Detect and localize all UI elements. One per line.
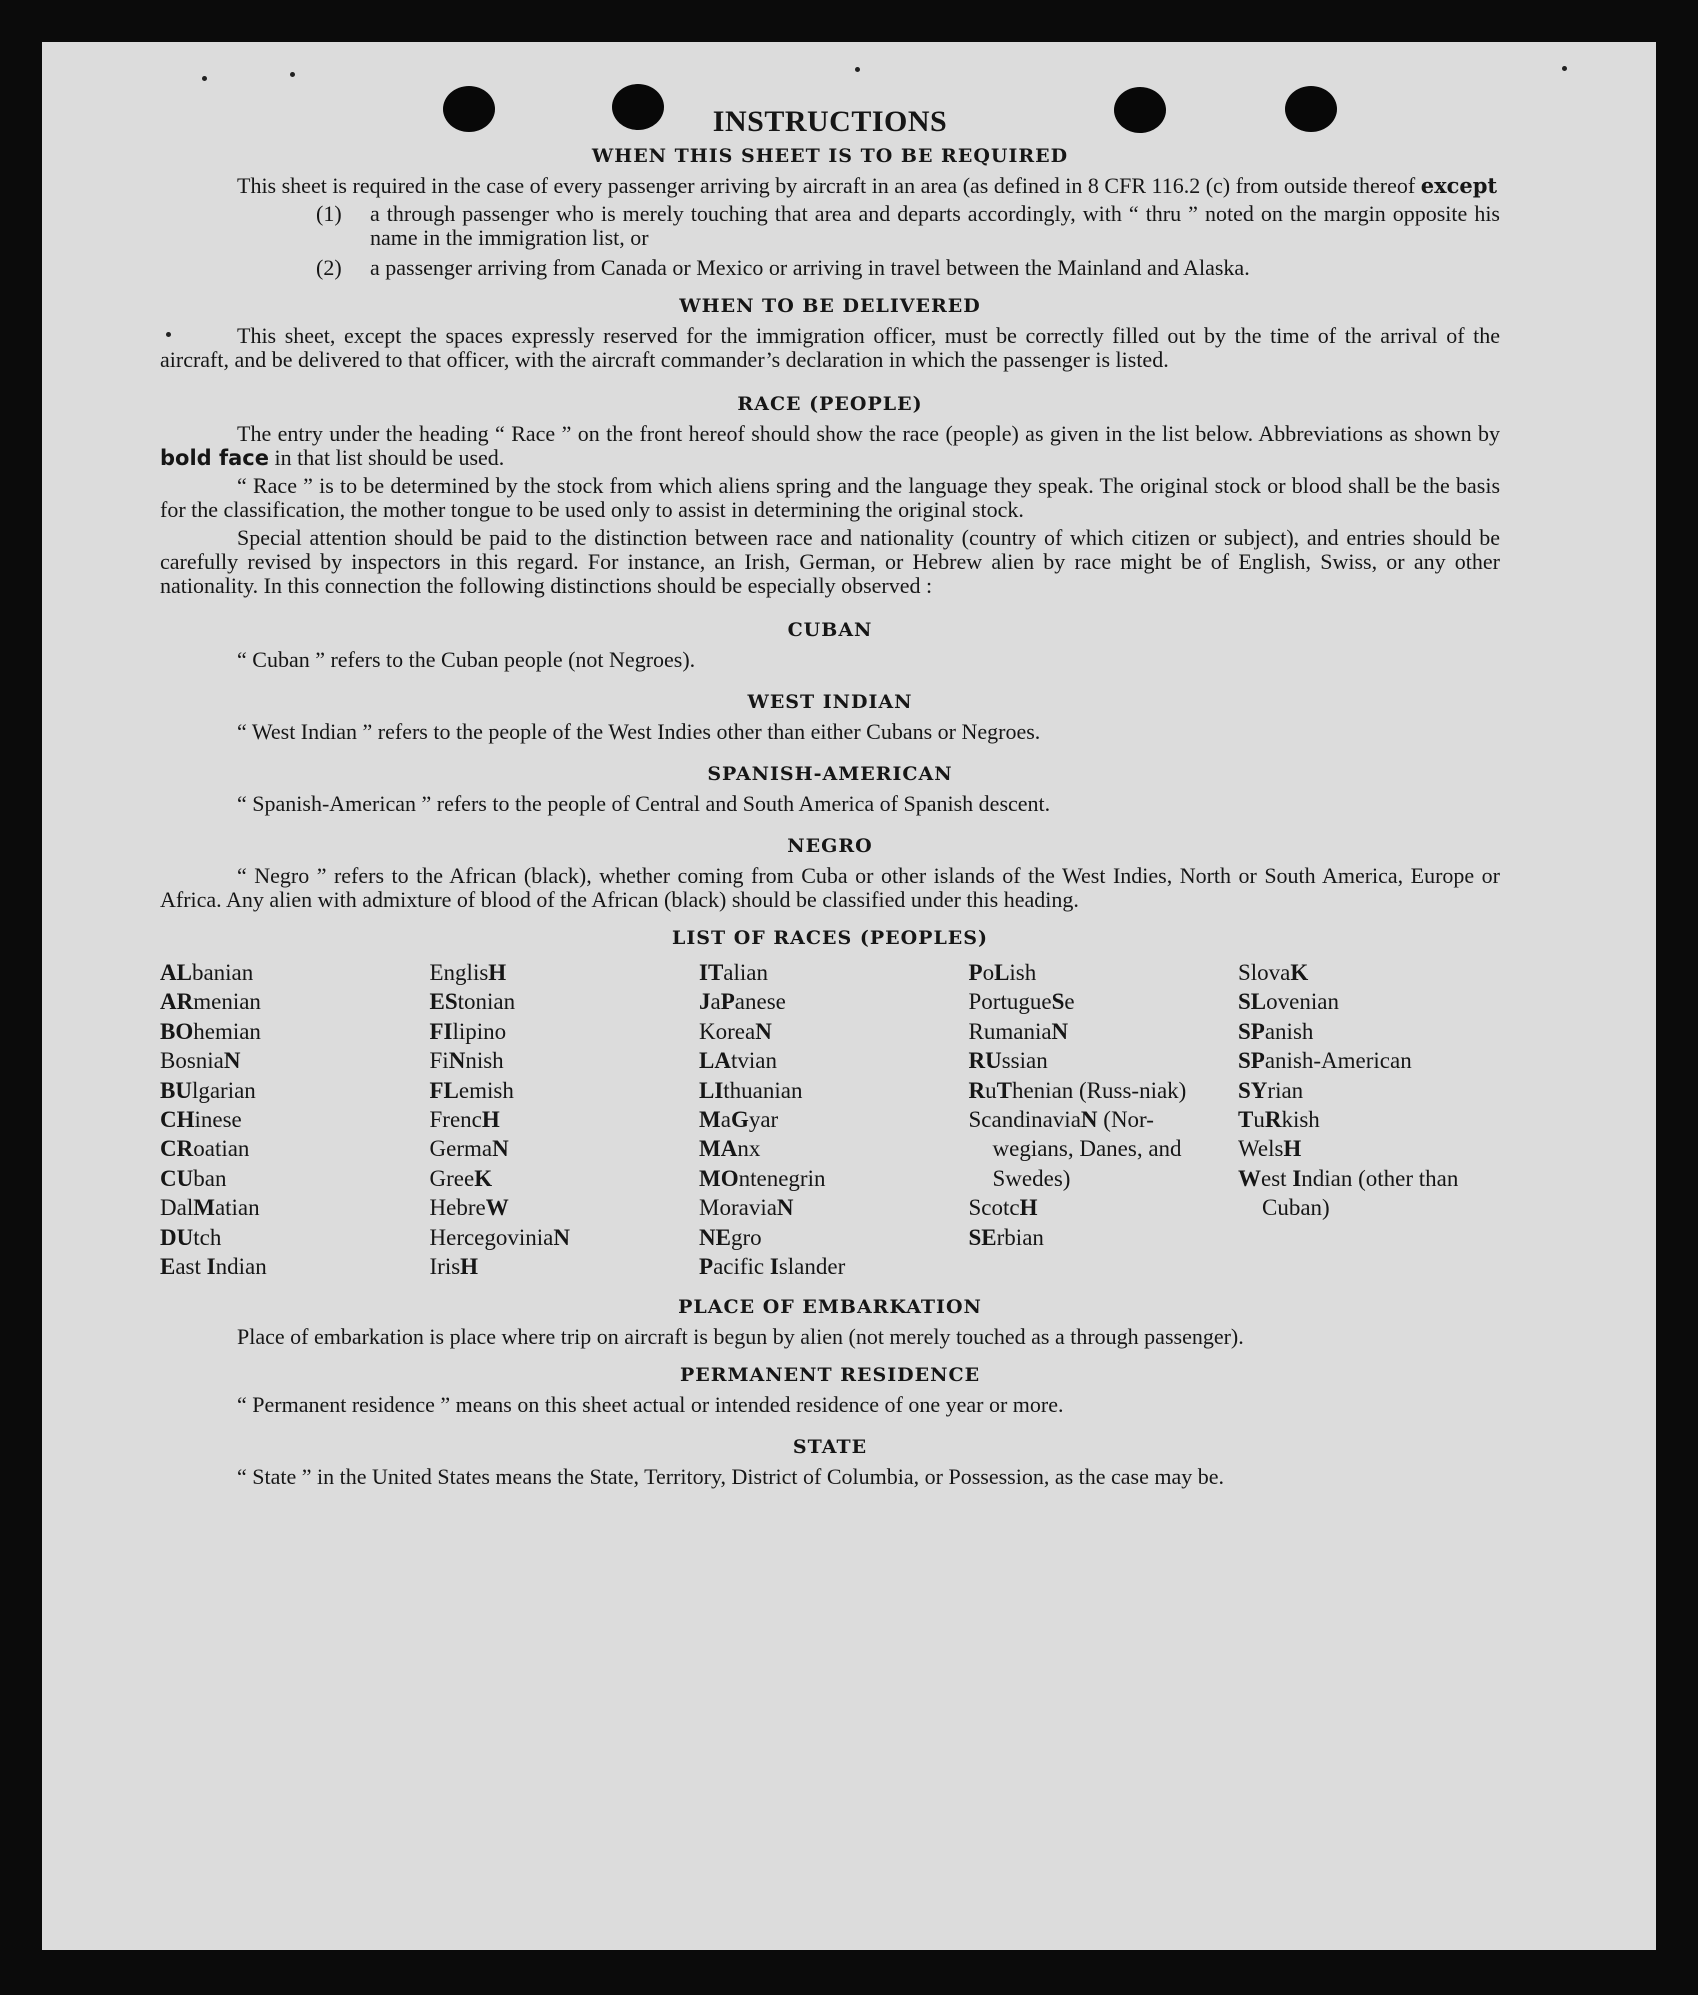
races-list xyxy=(160,958,1500,1281)
race-entry: FrencH xyxy=(429,1107,500,1133)
race-entry: LAtvian xyxy=(699,1048,777,1074)
section-heading: PLACE OF EMBARKATION xyxy=(678,1296,982,1319)
races-column xyxy=(1238,958,1500,1281)
races-column xyxy=(699,958,961,1281)
race-entry: KoreaN xyxy=(699,1018,772,1044)
paragraph: “ Race ” is to be determined by the stock from which aliens spring and the language they speak. The original stock or blood shall be the basis for the classification, the mother tongue to be used only to assist in determining the original stock. xyxy=(160,473,1500,522)
section-heading: NEGRO xyxy=(787,835,873,857)
paragraph: Place of embarkation is place where trip on aircraft is begun by alien (not merely touched as a through passenger). xyxy=(237,1324,1244,1350)
section-heading: STATE xyxy=(792,1436,868,1459)
race-entry: PortugueSe xyxy=(968,989,1075,1015)
section-heading: RACE (PEOPLE) xyxy=(737,393,923,415)
dust-speck xyxy=(202,76,207,81)
paragraph: Special attention should be paid to the distinction between race and nationality (country of which citizen or subject), and entries should be carefully revised by inspectors in this regard. For instance, an Irish, German, or Hebrew alien by race might be of English, Swiss, or any other nationality. In this connection the following distinctions should be especially observed : xyxy=(160,525,1500,598)
races-column xyxy=(969,958,1231,1281)
race-entry: SErbian xyxy=(968,1224,1044,1250)
list-item: (2) a passenger arriving from Canada or Mexico or arriving in travel between the Mainland and Alaska. xyxy=(316,255,1250,280)
race-entry: RUssian xyxy=(968,1048,1048,1074)
race-entry: BOhemian xyxy=(160,1018,261,1044)
race-entry: WelsH xyxy=(1238,1136,1302,1162)
race-entry: MOntenegrin xyxy=(699,1165,826,1191)
section-heading: LIST OF RACES (PEOPLES) xyxy=(672,927,988,949)
race-entry: PoLish xyxy=(968,960,1037,985)
race-entry: CHinese xyxy=(160,1107,242,1133)
paragraph: “ Cuban ” refers to the Cuban people (not Negroes). xyxy=(237,647,696,672)
section-heading: CUBAN xyxy=(787,619,873,641)
race-entry: LIthuanian xyxy=(699,1077,803,1103)
race-entry: MaGyar xyxy=(699,1107,779,1133)
race-entry: Pacific Islander xyxy=(699,1254,846,1280)
section-heading: WEST INDIAN xyxy=(747,691,913,713)
race-entry: GermaN xyxy=(429,1136,509,1162)
paragraph: “ Spanish-American ” refers to the people of Central and South America of Spanish descent. xyxy=(237,791,1051,816)
race-entry: CRoatian xyxy=(160,1136,250,1162)
dust-speck xyxy=(855,67,860,72)
race-entry: HebreW xyxy=(429,1195,509,1221)
paragraph: The entry under the heading “ Race ” on the front hereof should show the race (people) as given in the list below. Abbreviations as shown by bold face in that list should be used. xyxy=(160,421,1500,470)
race-entry: BosniaN xyxy=(160,1048,241,1074)
race-entry: SlovaK xyxy=(1238,960,1309,985)
race-entry: HercegoviniaN xyxy=(429,1224,571,1250)
race-entry: MoraviaN xyxy=(699,1195,794,1221)
paragraph: This sheet, except the spaces expressly reserved for the immigration officer, must be correctly filled out by the time of the arrival of the aircraft, and be delivered to that officer, with the aircraft commander’s declaration in which the passenger is listed. xyxy=(160,323,1500,372)
races-column xyxy=(160,958,422,1281)
paragraph: “ Permanent residence ” means on this sheet actual or intended residence of one year or more. xyxy=(237,1392,1064,1418)
race-entry: MAnx xyxy=(699,1136,761,1162)
section-heading: WHEN TO BE DELIVERED xyxy=(679,295,981,317)
section-heading: SPANISH-AMERICAN xyxy=(707,763,953,785)
paragraph: This sheet is required in the case of every passenger arriving by aircraft in an area (as defined in 8 CFR 116.2 (c) from outside thereof except xyxy=(237,173,1498,198)
list-item: (1) a through passenger who is merely touching that area and departs accordingly, with “ thru ” noted on the margin opposite his name in the immigration list, or xyxy=(316,201,1500,250)
paragraph: “ West Indian ” refers to the people of the West Indies other than either Cubans or Negroes. xyxy=(237,719,1041,744)
race-entry: ITalian xyxy=(699,960,768,985)
page-title: INSTRUCTIONS xyxy=(712,105,948,138)
dust-speck xyxy=(1562,66,1567,71)
race-entry: East Indian xyxy=(160,1254,267,1280)
race-entry: SPanish-American xyxy=(1238,1048,1412,1074)
race-entry: SPanish xyxy=(1238,1018,1314,1044)
paragraph: “ Negro ” refers to the African (black), whether coming from Cuba or other islands of the West Indies, North or South America, Europe or Africa. Any alien with admixture of blood of the African (black) should be classified under this heading. xyxy=(160,863,1500,912)
race-entry: GreeK xyxy=(429,1165,493,1191)
race-entry: ARmenian xyxy=(160,989,261,1015)
race-entry: ScotcH xyxy=(968,1195,1038,1221)
race-entry: ScandinaviaN (Nor-wegians, Danes, and Swedes) xyxy=(968,1107,1182,1191)
paragraph: “ State ” in the United States means the State, Territory, District of Columbia, or Possession, as the case may be. xyxy=(237,1464,1225,1490)
race-entry: ALbanian xyxy=(160,960,254,985)
race-entry: SLovenian xyxy=(1238,989,1339,1015)
race-entry: JaPanese xyxy=(699,989,786,1015)
race-entry: CUban xyxy=(160,1165,227,1191)
race-entry: SYrian xyxy=(1238,1077,1304,1103)
section-heading: PERMANENT RESIDENCE xyxy=(679,1364,981,1387)
section-heading: WHEN THIS SHEET IS TO BE REQUIRED xyxy=(591,145,1069,167)
race-entry: DUtch xyxy=(160,1224,222,1250)
race-entry: EStonian xyxy=(429,989,516,1015)
dust-speck xyxy=(290,72,295,77)
race-entry: NEgro xyxy=(699,1224,762,1250)
race-entry: TuRkish xyxy=(1238,1107,1320,1133)
race-entry: FLemish xyxy=(429,1077,514,1103)
race-entry: West Indian (other than Cuban) xyxy=(1238,1165,1459,1221)
races-column xyxy=(430,958,692,1281)
race-entry: BUlgarian xyxy=(160,1077,256,1103)
race-entry: IrisH xyxy=(429,1254,479,1280)
instructions-content xyxy=(160,104,1500,1489)
race-entry: RuThenian (Russ-niak) xyxy=(968,1077,1187,1103)
race-entry: EnglisH xyxy=(429,960,507,985)
race-entry: RumaniaN xyxy=(968,1018,1069,1044)
race-entry: DalMatian xyxy=(160,1195,260,1221)
race-entry: FIlipino xyxy=(429,1018,507,1044)
race-entry: FiNnish xyxy=(429,1048,504,1074)
